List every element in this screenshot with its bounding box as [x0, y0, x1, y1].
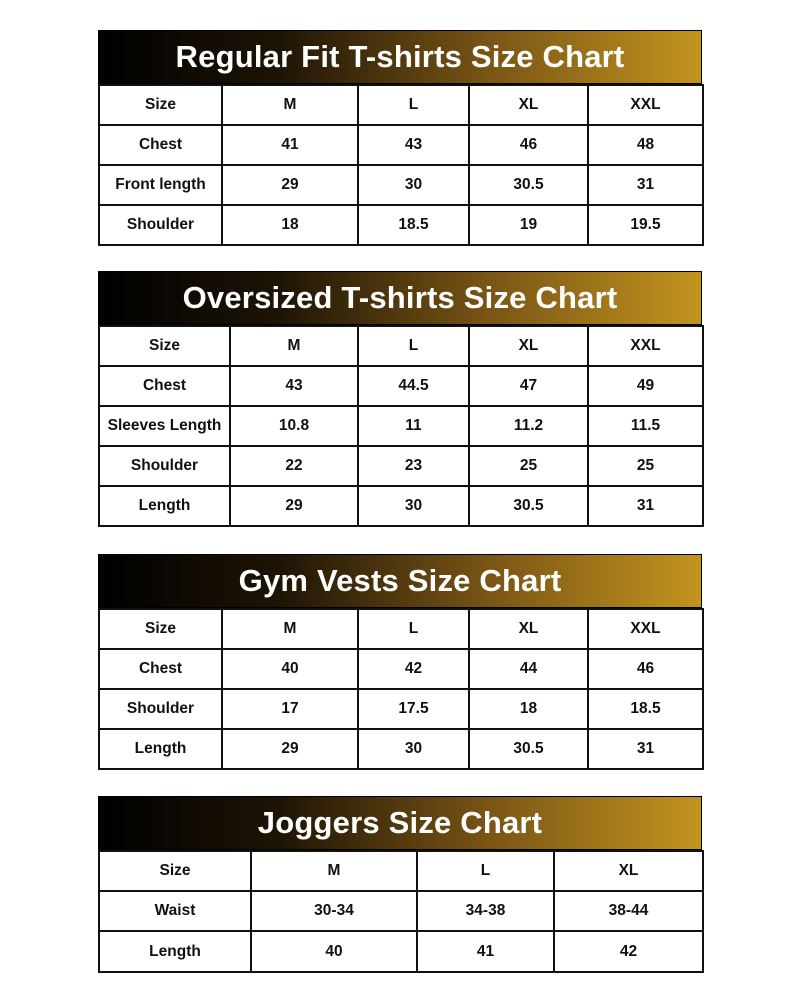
table-cell: Length: [99, 729, 222, 769]
table-cell: 17: [222, 689, 358, 729]
table-cell: Size: [99, 85, 222, 125]
table-cell: 48: [588, 125, 703, 165]
table-cell: M: [222, 609, 358, 649]
table-cell: Size: [99, 326, 230, 366]
table-cell: 30.5: [469, 486, 588, 526]
table-cell: 29: [222, 729, 358, 769]
table-cell: Size: [99, 609, 222, 649]
table-cell: XXL: [588, 326, 703, 366]
table-cell: 30: [358, 729, 469, 769]
table-cell: 18.5: [588, 689, 703, 729]
table-row: [99, 649, 703, 689]
table-row: [99, 486, 703, 526]
table-cell: 17.5: [358, 689, 469, 729]
size-chart-oversized: [98, 271, 702, 527]
size-table: [98, 850, 704, 973]
table-cell: 29: [222, 165, 358, 205]
table-cell: 38-44: [554, 891, 703, 931]
size-table: [98, 325, 704, 527]
table-cell: 41: [222, 125, 358, 165]
table-row: [99, 366, 703, 406]
table-cell: 18: [469, 689, 588, 729]
table-cell: 30.5: [469, 729, 588, 769]
table-row: [99, 85, 703, 125]
table-cell: Length: [99, 931, 251, 972]
table-cell: M: [222, 85, 358, 125]
size-table: [98, 84, 704, 246]
chart-title: Regular Fit T-shirts Size Chart: [98, 30, 702, 84]
table-cell: 46: [469, 125, 588, 165]
table-cell: Chest: [99, 125, 222, 165]
table-row: [99, 931, 703, 972]
table-cell: 46: [588, 649, 703, 689]
size-table: [98, 608, 704, 770]
table-cell: M: [230, 326, 358, 366]
table-cell: Front length: [99, 165, 222, 205]
table-cell: M: [251, 851, 417, 891]
table-row: [99, 205, 703, 245]
table-cell: 47: [469, 366, 588, 406]
table-cell: 11.2: [469, 406, 588, 446]
table-cell: Size: [99, 851, 251, 891]
table-row: [99, 326, 703, 366]
table-row: [99, 446, 703, 486]
table-cell: 43: [358, 125, 469, 165]
table-cell: Chest: [99, 649, 222, 689]
table-cell: L: [358, 326, 469, 366]
table-cell: 42: [358, 649, 469, 689]
table-cell: L: [358, 85, 469, 125]
table-cell: 44.5: [358, 366, 469, 406]
table-cell: 34-38: [417, 891, 554, 931]
size-chart-gym-vests: [98, 554, 702, 770]
table-cell: 30-34: [251, 891, 417, 931]
table-cell: 18.5: [358, 205, 469, 245]
table-row: [99, 125, 703, 165]
table-row: [99, 891, 703, 931]
table-cell: 30: [358, 165, 469, 205]
table-cell: 11: [358, 406, 469, 446]
table-cell: 41: [417, 931, 554, 972]
table-cell: 44: [469, 649, 588, 689]
table-cell: XL: [469, 85, 588, 125]
chart-title: Oversized T-shirts Size Chart: [98, 271, 702, 325]
table-cell: 19: [469, 205, 588, 245]
table-cell: Chest: [99, 366, 230, 406]
table-cell: L: [358, 609, 469, 649]
size-chart-regular-fit: [98, 30, 702, 246]
table-cell: 49: [588, 366, 703, 406]
table-cell: XL: [469, 326, 588, 366]
table-cell: XL: [469, 609, 588, 649]
table-row: [99, 851, 703, 891]
chart-title: Gym Vests Size Chart: [98, 554, 702, 608]
table-cell: Shoulder: [99, 689, 222, 729]
table-cell: 40: [251, 931, 417, 972]
table-cell: 42: [554, 931, 703, 972]
table-cell: 11.5: [588, 406, 703, 446]
table-cell: 19.5: [588, 205, 703, 245]
table-cell: XL: [554, 851, 703, 891]
table-row: [99, 406, 703, 446]
table-cell: XXL: [588, 609, 703, 649]
table-row: [99, 165, 703, 205]
table-cell: 25: [588, 446, 703, 486]
table-cell: XXL: [588, 85, 703, 125]
table-cell: Length: [99, 486, 230, 526]
table-cell: 40: [222, 649, 358, 689]
size-chart-joggers: [98, 796, 702, 973]
table-cell: 29: [230, 486, 358, 526]
table-cell: 31: [588, 165, 703, 205]
table-cell: 18: [222, 205, 358, 245]
table-cell: 22: [230, 446, 358, 486]
table-row: [99, 729, 703, 769]
table-cell: L: [417, 851, 554, 891]
table-cell: Shoulder: [99, 205, 222, 245]
table-row: [99, 609, 703, 649]
table-cell: Waist: [99, 891, 251, 931]
table-cell: 43: [230, 366, 358, 406]
table-row: [99, 689, 703, 729]
table-cell: 31: [588, 729, 703, 769]
table-cell: 25: [469, 446, 588, 486]
chart-title: Joggers Size Chart: [98, 796, 702, 850]
table-cell: 10.8: [230, 406, 358, 446]
table-cell: 31: [588, 486, 703, 526]
table-cell: 30: [358, 486, 469, 526]
table-cell: Shoulder: [99, 446, 230, 486]
table-cell: Sleeves Length: [99, 406, 230, 446]
table-cell: 30.5: [469, 165, 588, 205]
table-cell: 23: [358, 446, 469, 486]
